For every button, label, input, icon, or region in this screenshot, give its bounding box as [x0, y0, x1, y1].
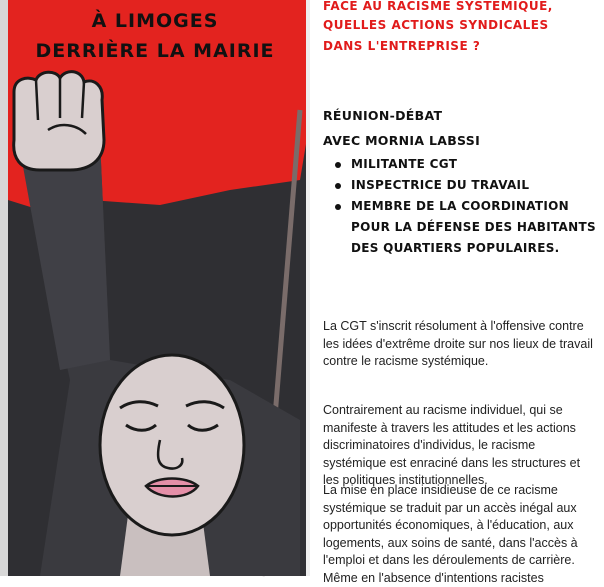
role-item — [323, 196, 598, 259]
location-subheadline: DERRIÈRE LA MAIRIE — [35, 40, 275, 62]
poster-border-left — [0, 0, 8, 576]
meeting-type: RÉUNION-DÉBAT — [323, 108, 443, 123]
intro-paragraph: La CGT s'inscrit résolument à l'offensive contre les idées d'extrême droite sur nos lieux de travail contre le racisme systémique. — [323, 319, 593, 368]
consequences-paragraph: La mise en place insidieuse de ce racisme systémique se traduit par un accès inégal aux opportunités économiques, à l'éducation, aux logements, aux soins de santé, dans l'accès à l'emploi et dans les déroulements de carrière. Même en l'absence d'intentions racistes — [323, 483, 578, 585]
speaker-roles-list — [323, 154, 598, 259]
bullet-icon — [335, 204, 341, 210]
role-item — [323, 154, 598, 175]
role-label: INSPECTRICE DU TRAVAIL — [351, 178, 530, 192]
role-label: MILITANTE CGT — [351, 157, 458, 171]
role-item — [323, 175, 598, 196]
speaker-name: AVEC MORNIA LABSSI — [323, 133, 481, 148]
event-title-line-2: QUELLES ACTIONS SYNDICALES — [323, 18, 549, 32]
location-headline: À LIMOGES — [91, 10, 219, 32]
role-label: MEMBRE DE LA COORDINATION POUR LA DÉFENSE DES HABITANTS DES QUARTIERS POPULAIRES. — [351, 199, 596, 255]
event-title-line-3: DANS L'ENTREPRISE ? — [323, 39, 481, 53]
event-title-line-1: FACE AU RACISME SYSTÉMIQUE, — [323, 0, 553, 13]
bullet-icon — [335, 183, 341, 189]
bullet-icon — [335, 162, 341, 168]
poster-border-right — [306, 0, 310, 576]
definition-paragraph: Contrairement au racisme individuel, qui se manifeste à travers les attitudes et les actions discriminatoires d'individus, le racisme systémique est enraciné dans les structures et les politiques institutionnelles. — [323, 403, 581, 487]
